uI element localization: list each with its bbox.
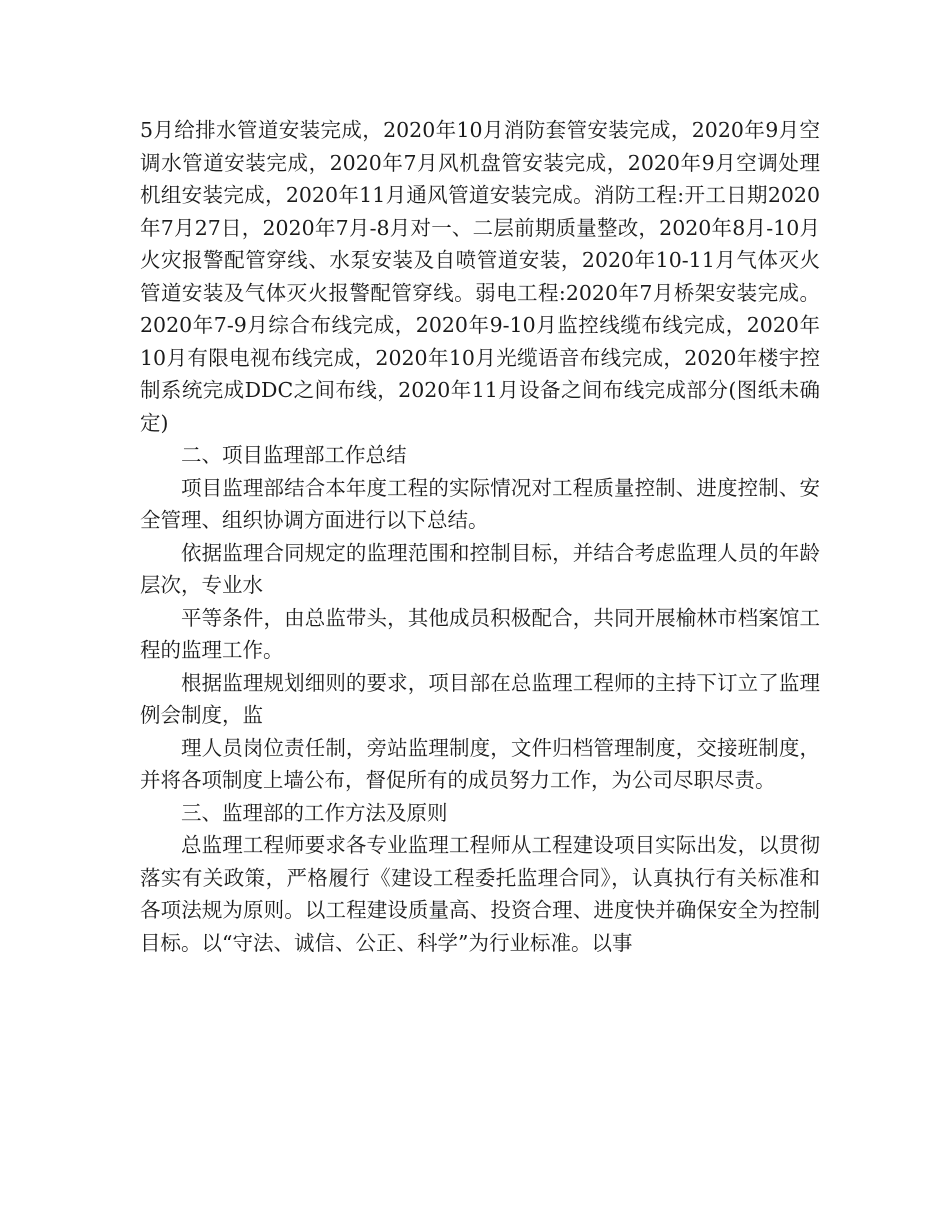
paragraph-staffing-part2: 平等条件，由总监带头，其他成员积极配合，共同开展榆林市档案馆工程的监理工作。 <box>140 605 820 662</box>
section-heading-work-summary: 二、项目监理部工作总结 <box>181 443 407 467</box>
paragraph-staffing-part1: 依据监理合同规定的监理范围和控制目标，并结合考虑监理人员的年龄层次，专业水 <box>140 540 820 597</box>
section-heading-methods: 三、监理部的工作方法及原则 <box>181 800 448 825</box>
document-body <box>140 114 820 959</box>
paragraph-rules-part1: 根据监理规划细则的要求，项目部在总监理工程师的主持下订立了监理例会制度，监 <box>140 670 820 727</box>
paragraph-methods: 总监理工程师要求各专业监理工程师从工程建设项目实际出发，以贯彻落实有关政策，严格履行《建设工程委托监理合同》，认真执行有关标准和各项法规为原则。以工程建设质量高、投资合理、进度快并确保安全为控制目标。以“守法、诚信、公正、科学”为行业标准。以事 <box>140 833 820 955</box>
paragraph-construction-schedule: 5月给排水管道安装完成，2020年10月消防套管安装完成，2020年9月空调水管道安装完成，2020年7月风机盘管安装完成，2020年9月空调处理机组安装完成，2020年11月通风管道安装完成。消防工程:开工日期2020年7月27日，2020年7月-8月对一、二层前期质量整改，2020年8月-10月火灾报警配管穿线、水泵安装及自喷管道安装，2020年10-11月气体灭火管道安装及气体灭火报警配管穿线。弱电工程:2020年7月桥架安装完成。2020年7-9月综合布线完成，2020年9-10月监控线缆布线完成，2020年10月有限电视布线完成，2020年10月光缆语音布线完成，2020年楼宇控制系统完成DDC之间布线，2020年11月设备之间布线完成部分(图纸未确定) <box>140 118 820 435</box>
paragraph-rules-part2: 理人员岗位责任制，旁站监理制度，文件归档管理制度，交接班制度，并将各项制度上墙公布，督促所有的成员努力工作，为公司尽职尽责。 <box>140 735 820 792</box>
paragraph-summary-intro: 项目监理部结合本年度工程的实际情况对工程质量控制、进度控制、安全管理、组织协调方面进行以下总结。 <box>140 475 820 532</box>
